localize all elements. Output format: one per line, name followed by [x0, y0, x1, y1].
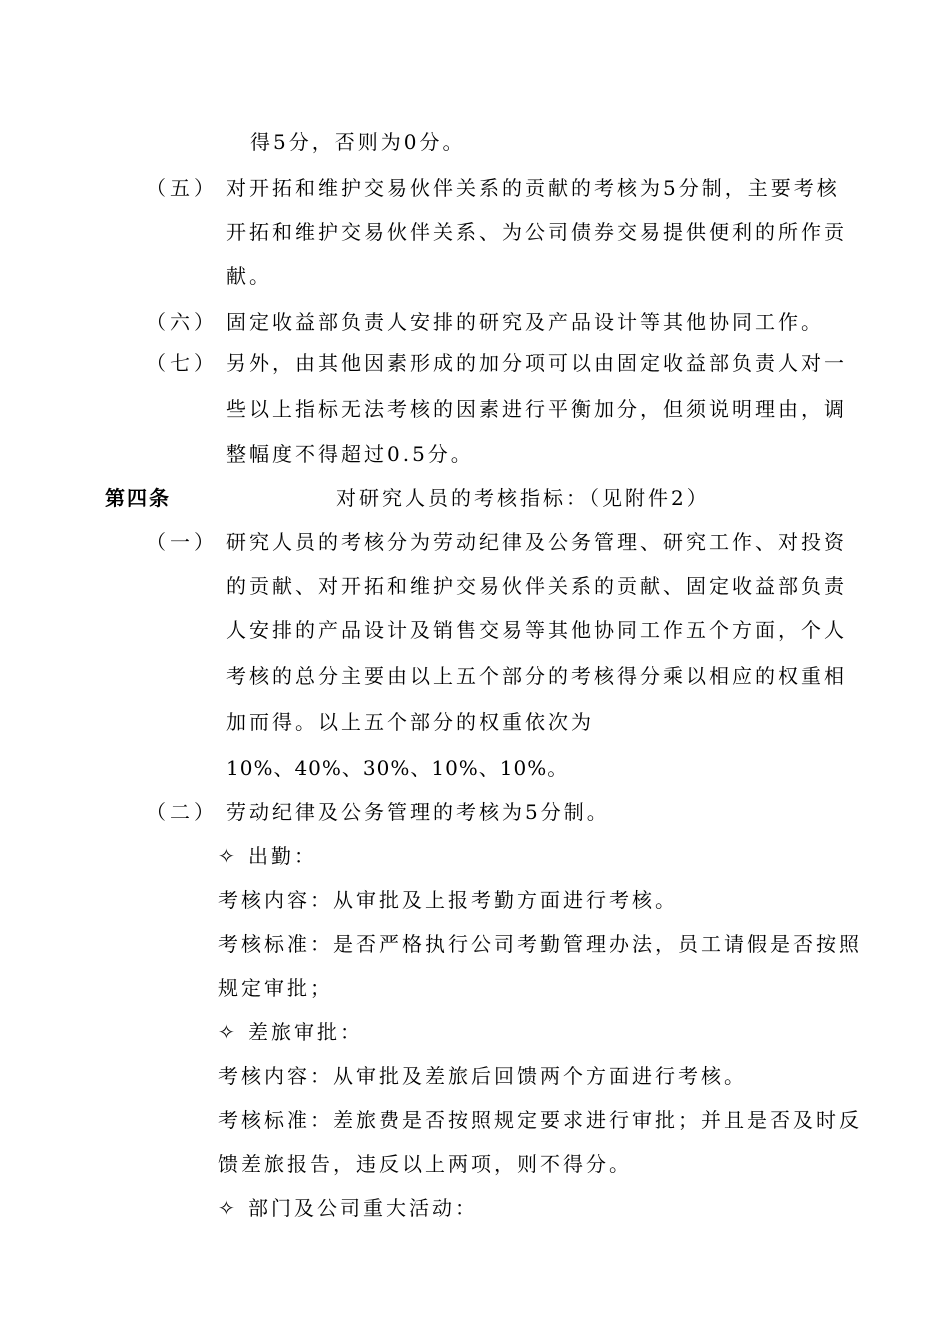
paragraph-line: 考核的总分主要由以上五个部分的考核得分乘以相应的权重相: [226, 664, 847, 688]
attendance-heading: ✧ 出勤：: [218, 844, 317, 868]
article-title: 对研究人员的考核指标：（见附件2）: [336, 486, 710, 510]
paragraph-line: 加而得。以上五个部分的权重依次为: [226, 710, 594, 734]
paragraph-line: 另外，由其他因素形成的加分项可以由固定收益部负责人对一: [226, 351, 847, 375]
events-heading: ✧ 部门及公司重大活动：: [218, 1196, 478, 1220]
diamond-bullet-icon: ✧: [218, 1020, 238, 1044]
item-number: （七）: [146, 351, 218, 375]
assessment-content: 考核内容：从审批及上报考勤方面进行考核。: [218, 888, 678, 912]
paragraph-line: 固定收益部负责人安排的研究及产品设计等其他协同工作。: [226, 310, 824, 334]
paragraph-line: 开拓和维护交易伙伴关系、为公司债券交易提供便利的所作贡: [226, 220, 847, 244]
paragraph-line: 人安排的产品设计及销售交易等其他协同工作五个方面，个人: [226, 618, 847, 642]
assessment-standard: 考核标准：是否严格执行公司考勤管理办法，员工请假是否按照: [218, 932, 862, 956]
article-label: 第四条: [105, 486, 171, 510]
item-number: （五）: [146, 176, 218, 200]
assessment-standard: 规定审批；: [218, 976, 333, 1000]
paragraph-line: 的贡献、对开拓和维护交易伙伴关系的贡献、固定收益部负责: [226, 574, 847, 598]
paragraph-line: 研究人员的考核分为劳动纪律及公务管理、研究工作、对投资: [226, 530, 847, 554]
paragraph-line: 对开拓和维护交易伙伴关系的贡献的考核为5分制，主要考核: [226, 176, 840, 200]
item-number: （二）: [146, 800, 218, 824]
diamond-bullet-icon: ✧: [218, 1196, 238, 1220]
paragraph-line: 整幅度不得超过0.5分。: [226, 442, 474, 466]
assessment-standard: 考核标准：差旅费是否按照规定要求进行审批；并且是否及时反: [218, 1108, 862, 1132]
assessment-standard: 馈差旅报告，违反以上两项，则不得分。: [218, 1152, 632, 1176]
paragraph-line: 得5分，否则为0分。: [250, 130, 466, 154]
assessment-content: 考核内容：从审批及差旅后回馈两个方面进行考核。: [218, 1064, 747, 1088]
item-number: （一）: [146, 530, 218, 554]
item-number: （六）: [146, 310, 218, 334]
paragraph-line: 10%、40%、30%、10%、10%。: [226, 756, 569, 780]
paragraph-line: 献。: [226, 264, 272, 288]
travel-heading: ✧ 差旅审批：: [218, 1020, 363, 1044]
diamond-bullet-icon: ✧: [218, 844, 238, 868]
paragraph-line: 些以上指标无法考核的因素进行平衡加分，但须说明理由，调: [226, 397, 847, 421]
paragraph-line: 劳动纪律及公务管理的考核为5分制。: [226, 800, 610, 824]
